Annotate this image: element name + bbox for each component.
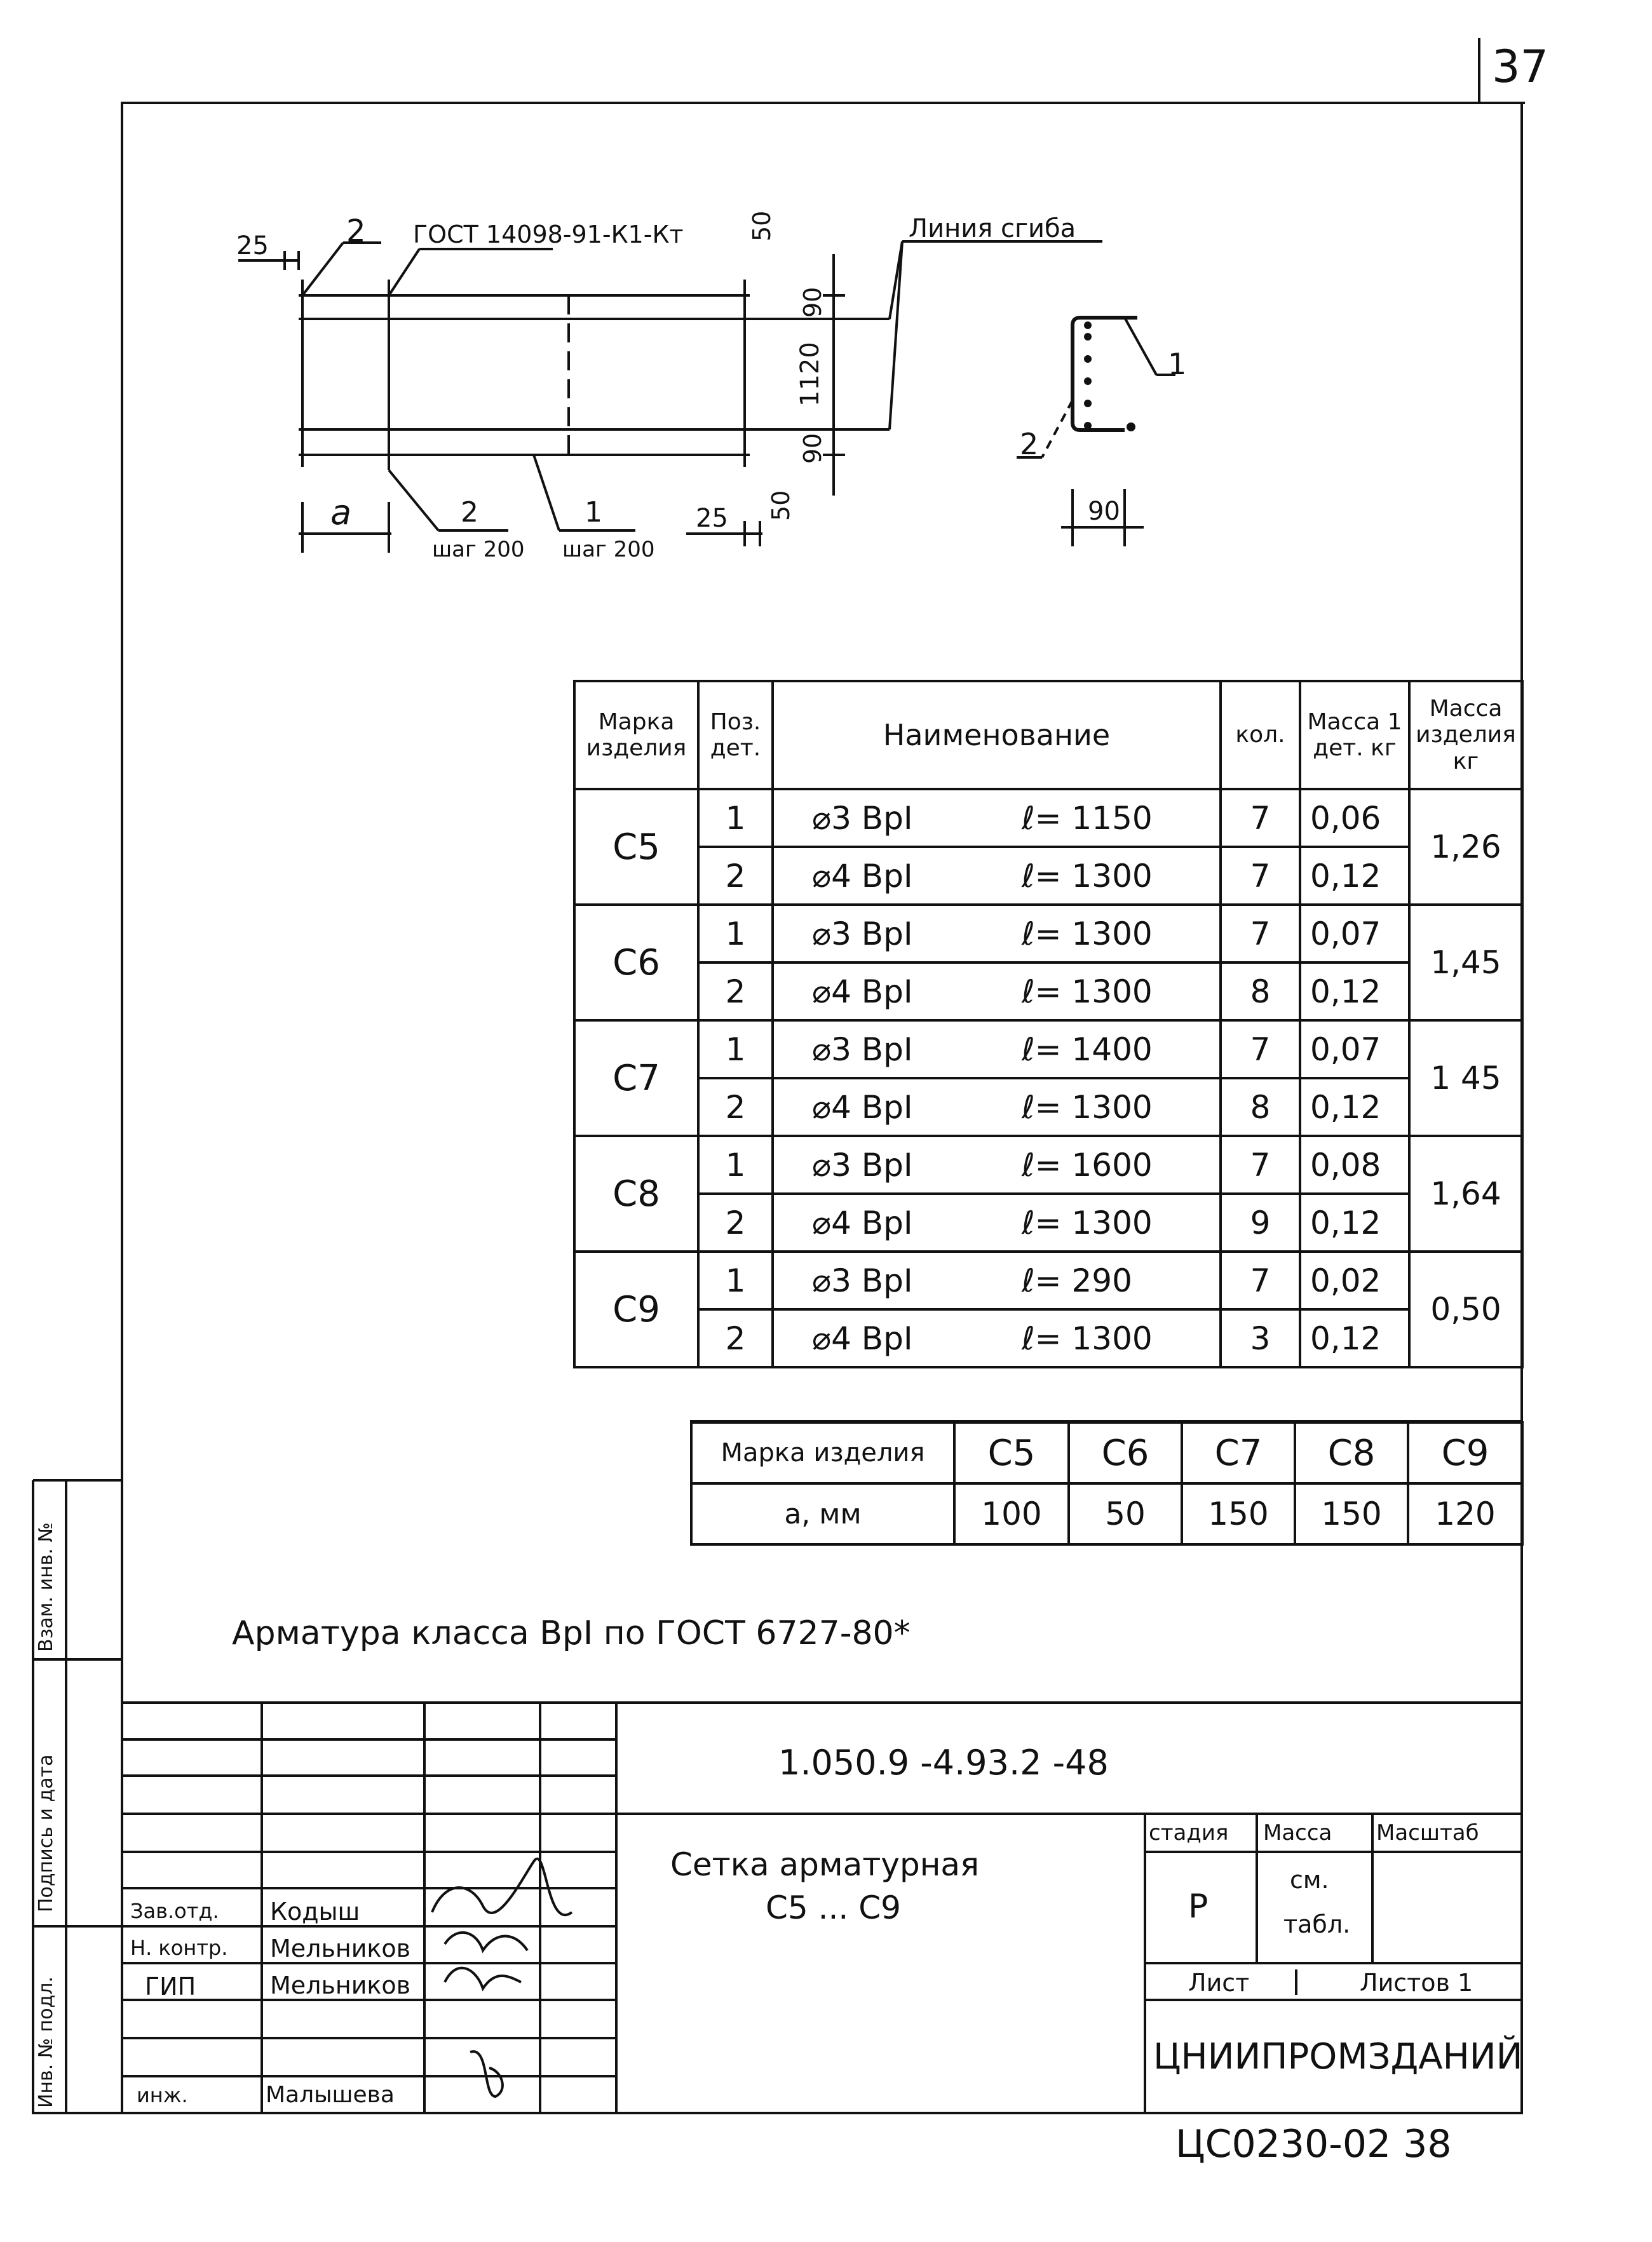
spec-qty: 8 [1221, 962, 1300, 1020]
spec-mark: С8 [574, 1136, 698, 1252]
spec-row [574, 1020, 1522, 1078]
spec-name [773, 1020, 1221, 1078]
section-dim-90: 90 [1088, 497, 1120, 526]
spec-name [773, 847, 1221, 905]
pos-2-bottom-label: 2 [461, 496, 478, 529]
sheets-label: Листов 1 [1360, 1969, 1473, 1997]
spec-bar: ⌀4 ВрI [812, 1320, 913, 1357]
spec-length: ℓ= 1300 [1022, 915, 1153, 952]
spec-mass-part: 0,08 [1300, 1136, 1409, 1194]
spec-length: ℓ= 1300 [1022, 1088, 1153, 1126]
spec-mass-part: 0,06 [1300, 789, 1409, 847]
spec-qty: 7 [1221, 1136, 1300, 1194]
mass-value-2: табл. [1283, 1910, 1351, 1938]
a-table [690, 1421, 1524, 1546]
header-pos: Поз. дет. [698, 681, 773, 789]
mass-label: Масса [1263, 1820, 1332, 1846]
spec-row [574, 962, 1522, 1020]
bend-line-label: Линия сгиба [909, 214, 1076, 243]
spec-mass-part: 0,12 [1300, 1194, 1409, 1252]
step-2-label: шаг 200 [432, 537, 525, 562]
spec-mass-part: 0,07 [1300, 905, 1409, 962]
gost-callout: ГОСТ 14098-91-К1-Кт [413, 220, 684, 248]
spec-mass-item: 1 45 [1409, 1020, 1522, 1136]
a-table-mark: С6 [1069, 1422, 1182, 1483]
spec-bar: ⌀3 ВрI [812, 799, 913, 837]
spec-mass-part: 0,02 [1300, 1252, 1409, 1309]
side-stamp-signature-date: Подпись и дата [35, 1754, 57, 1912]
spec-row [574, 905, 1522, 962]
spec-length: ℓ= 1300 [1022, 973, 1153, 1010]
spec-pos: 1 [698, 1020, 773, 1078]
stage-label: стадия [1149, 1820, 1229, 1846]
spec-mark: С5 [574, 789, 698, 905]
spec-mass-part: 0,07 [1300, 1020, 1409, 1078]
dim-90-bottom: 90 [799, 433, 827, 464]
spec-length: ℓ= 1300 [1022, 857, 1153, 895]
dim-1120: 1120 [796, 342, 825, 407]
side-stamp-replaced-inv: Взам. инв. № [35, 1522, 57, 1652]
spec-mark: С6 [574, 905, 698, 1020]
signatures [432, 1859, 572, 2097]
a-table-mark-label: Марка изделия [691, 1422, 954, 1483]
role-label: Зав.отд. [130, 1899, 219, 1923]
spec-pos: 2 [698, 962, 773, 1020]
a-table-mark: С8 [1295, 1422, 1408, 1483]
pos-1-bottom-label: 1 [585, 496, 602, 529]
header-mass-item: Масса изделия кг [1409, 681, 1522, 789]
spec-mass-part: 0,12 [1300, 1309, 1409, 1367]
dim-25-left: 25 [236, 231, 269, 260]
spec-name [773, 1194, 1221, 1252]
a-table-mark: С9 [1408, 1422, 1522, 1483]
spec-pos: 1 [698, 1136, 773, 1194]
spec-mark: С9 [574, 1252, 698, 1367]
spec-name [773, 1309, 1221, 1367]
a-table-mark: С5 [954, 1422, 1069, 1483]
header-mass-part: Масса 1 дет. кг [1300, 681, 1409, 789]
a-table-value: 120 [1408, 1483, 1522, 1544]
side-stamp-original-inv: Инв. № подл. [35, 1976, 57, 2108]
spec-body [574, 789, 1522, 1367]
a-table-value-label: a, мм [691, 1483, 954, 1544]
spec-row [574, 1078, 1522, 1136]
spec-mass-part: 0,12 [1300, 962, 1409, 1020]
spec-name [773, 1252, 1221, 1309]
spec-length: ℓ= 1600 [1022, 1146, 1153, 1184]
spec-name [773, 1136, 1221, 1194]
dim-90-top: 90 [799, 287, 827, 318]
spec-row [574, 1194, 1522, 1252]
spec-mass-item: 1,64 [1409, 1136, 1522, 1252]
spec-name [773, 1078, 1221, 1136]
spec-length: ℓ= 1150 [1022, 799, 1153, 837]
spec-length: ℓ= 1300 [1022, 1320, 1153, 1357]
page-number: 37 [1492, 41, 1549, 93]
spec-qty: 7 [1221, 1252, 1300, 1309]
spec-bar: ⌀3 ВрI [812, 915, 913, 952]
spec-qty: 3 [1221, 1309, 1300, 1367]
scale-label: Масштаб [1376, 1820, 1479, 1846]
spec-bar: ⌀4 ВрI [812, 973, 913, 1010]
spec-length: ℓ= 1400 [1022, 1030, 1153, 1068]
header-name: Наименование [773, 681, 1221, 789]
spec-row [574, 789, 1522, 847]
name-label: Кодыш [270, 1898, 360, 1926]
spec-bar: ⌀3 ВрI [812, 1146, 913, 1184]
role-label: ГИП [145, 1973, 196, 2001]
a-table-value: 50 [1069, 1483, 1182, 1544]
spec-qty: 8 [1221, 1078, 1300, 1136]
spec-header-row [574, 681, 1522, 789]
a-table-mark: С7 [1182, 1422, 1295, 1483]
spec-mass-item: 1,45 [1409, 905, 1522, 1020]
spec-pos: 2 [698, 847, 773, 905]
sheet-label: Лист [1188, 1969, 1250, 1997]
spec-qty: 9 [1221, 1194, 1300, 1252]
spec-bar: ⌀4 ВрI [812, 1088, 913, 1126]
dim-25-right: 25 [696, 504, 728, 533]
section-pos-2: 2 [1020, 427, 1039, 461]
section-pos-1: 1 [1168, 347, 1187, 381]
role-label: Н. контр. [130, 1936, 228, 1960]
spec-qty: 7 [1221, 1020, 1300, 1078]
reinforcement-note: Арматура класса ВрI по ГОСТ 6727-80* [232, 1614, 911, 1652]
dim-50-bottom: 50 [767, 490, 795, 521]
spec-row [574, 1252, 1522, 1309]
title-line-1: Сетка арматурная [670, 1846, 980, 1883]
spec-qty: 7 [1221, 905, 1300, 962]
spec-mass-part: 0,12 [1300, 847, 1409, 905]
footer-code: ЦС0230-02 38 [1175, 2122, 1452, 2166]
header-mark: Марка изделия [574, 681, 698, 789]
doc-code: 1.050.9 -4.93.2 -48 [778, 1743, 1109, 1783]
spec-mass-item: 0,50 [1409, 1252, 1522, 1367]
spec-bar: ⌀3 ВрI [812, 1030, 913, 1068]
a-table-value: 100 [954, 1483, 1069, 1544]
spec-pos: 2 [698, 1194, 773, 1252]
a-table-value: 150 [1182, 1483, 1295, 1544]
spec-name [773, 962, 1221, 1020]
spec-qty: 7 [1221, 789, 1300, 847]
spec-name [773, 789, 1221, 847]
mass-value-1: см. [1290, 1866, 1329, 1894]
spec-pos: 2 [698, 1309, 773, 1367]
a-table-value-row [691, 1483, 1522, 1544]
header-qty: кол. [1221, 681, 1300, 789]
spec-qty: 7 [1221, 847, 1300, 905]
spec-row [574, 1309, 1522, 1367]
spec-length: ℓ= 1300 [1022, 1204, 1153, 1241]
spec-bar: ⌀4 ВрI [812, 1204, 913, 1241]
spec-bar: ⌀3 ВрI [812, 1262, 913, 1299]
spec-pos: 1 [698, 1252, 773, 1309]
spec-mass-part: 0,12 [1300, 1078, 1409, 1136]
spec-pos: 1 [698, 789, 773, 847]
spec-bar: ⌀4 ВрI [812, 857, 913, 895]
spec-pos: 1 [698, 905, 773, 962]
step-1-label: шаг 200 [562, 537, 655, 562]
organization: ЦНИИПРОМЗДАНИЙ [1153, 2036, 1523, 2077]
spec-pos: 2 [698, 1078, 773, 1136]
spec-mass-item: 1,26 [1409, 789, 1522, 905]
dim-50-top: 50 [748, 210, 776, 241]
title-line-2: С5 ... С9 [766, 1889, 901, 1926]
spec-mark: С7 [574, 1020, 698, 1136]
spec-row [574, 1136, 1522, 1194]
stage-value: Р [1188, 1887, 1209, 1926]
name-label: Малышева [266, 2082, 395, 2108]
name-label: Мельников [270, 1971, 410, 1999]
spec-row [574, 847, 1522, 905]
pos-2-top-label: 2 [346, 213, 366, 249]
dim-a-label: a [330, 492, 352, 532]
name-label: Мельников [270, 1935, 410, 1962]
a-table-mark-row [691, 1422, 1522, 1483]
role-label: инж. [137, 2083, 188, 2107]
spec-length: ℓ= 290 [1022, 1262, 1132, 1299]
a-table-value: 150 [1295, 1483, 1408, 1544]
spec-table [573, 680, 1524, 1368]
spec-name [773, 905, 1221, 962]
